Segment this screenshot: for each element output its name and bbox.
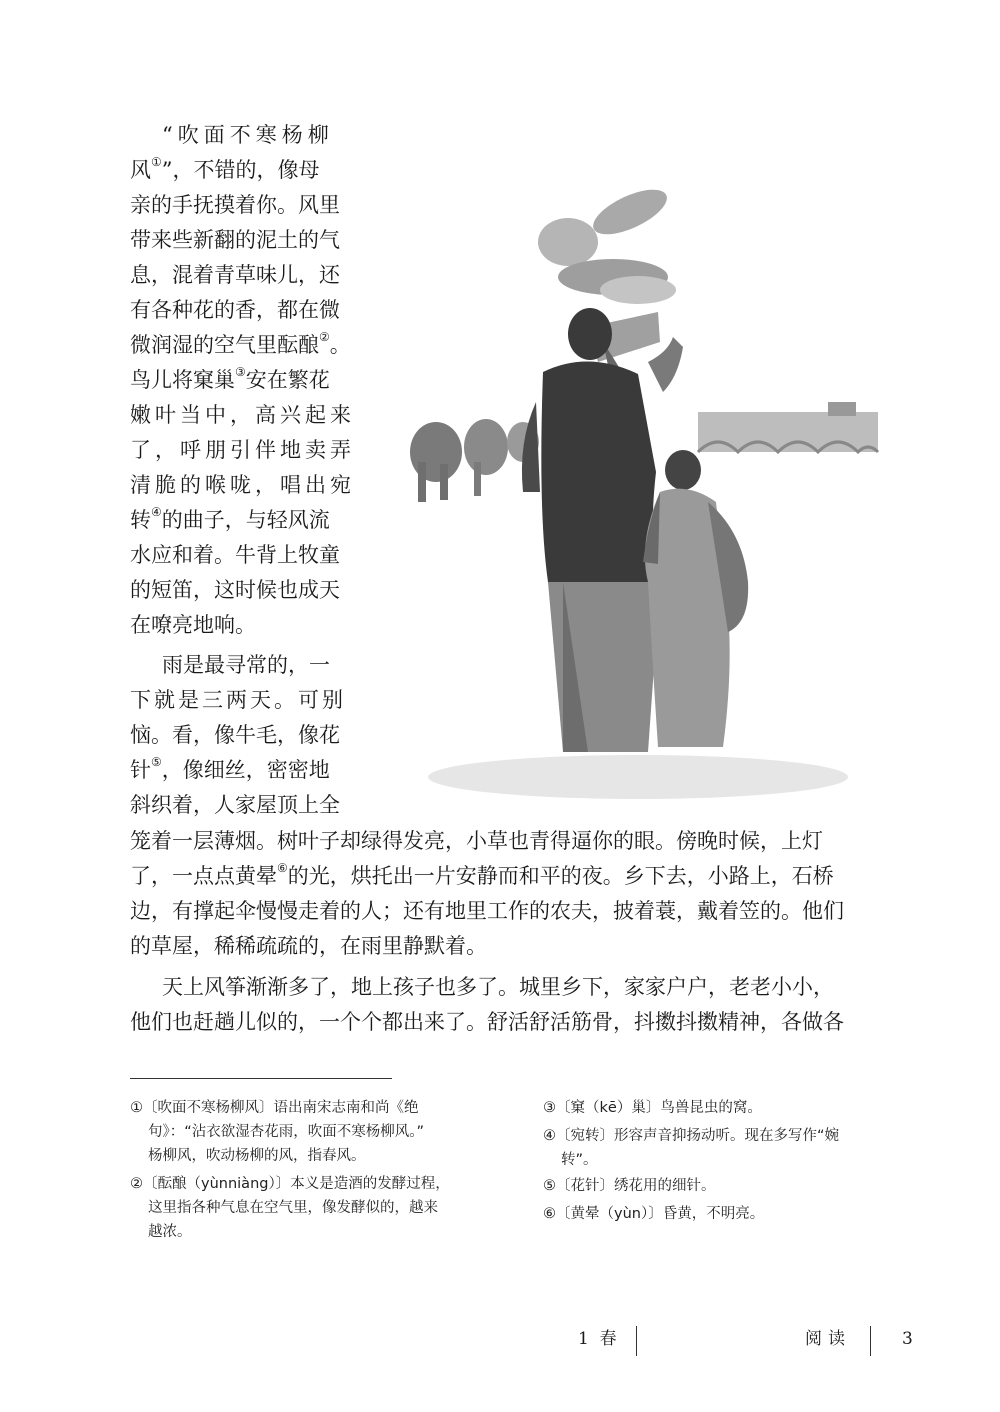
text-line: “吹面不寒杨柳 [162,123,334,147]
text-line: 他们也赶趟儿似的，一个个都出来了。舒活舒活筋骨，抖擞抖擞精神，各做各 [130,1010,844,1034]
footnote-line: 杨柳风，吹动杨柳的风，指春风。 [148,1148,366,1164]
footnote-2 [130,1172,450,1244]
ground-wash [428,755,848,799]
footnote-line: ①〔吹面不寒杨柳风〕语出南宋志南和尚《绝 [130,1100,419,1116]
text-line: 清脆的喉咙，唱出宛 [130,473,355,497]
footer-divider [636,1326,637,1356]
text-line: 的短笛，这时候也成天 [130,578,340,602]
text-line: 恼。看，像牛毛，像花 [130,723,340,747]
footnote-marker: ③ [235,365,246,379]
page-number: 3 [902,1329,913,1349]
text-line: 斜织着，人家屋顶上全 [130,793,340,817]
section-label: 阅读 [805,1329,851,1349]
footnote-marker: ② [319,330,330,344]
footnote-4 [543,1124,839,1172]
footnote-line: 这里指各种气息在空气里，像发酵似的，越来 [148,1200,438,1216]
footnote-1 [130,1096,424,1168]
footer-divider [870,1326,871,1356]
text-line: 风①”，不错的，像母 [130,155,320,182]
text-line: 微润湿的空气里酝酿②。 [130,330,351,357]
text-line: 息，混着青草味儿，还 [130,263,340,287]
text-line: 的草屋，稀稀疏疏的，在雨里静默着。 [130,934,487,958]
text-line: 针⑤，像细丝，密密地 [130,755,330,782]
footnote-6 [543,1202,764,1226]
bridge-shape [698,402,878,452]
text-line: 了，呼朋引伴地卖弄 [130,438,355,462]
text-line: 笼着一层薄烟。树叶子却绿得发亮，小草也青得逼你的眼。傍晚时候，上灯 [130,829,823,853]
text-line: 雨是最寻常的，一 [162,653,330,677]
text-line: 亲的手抚摸着你。风里 [130,193,340,217]
footnote-line: ③〔窠（kē）巢〕鸟兽昆虫的窝。 [543,1100,762,1116]
child-figure [643,450,748,747]
text-line: 水应和着。牛背上牧童 [130,543,340,567]
lesson-label: 1 春 [578,1329,617,1349]
footnote-marker: ⑤ [151,755,162,769]
footnote-5 [543,1174,716,1198]
footnote-line: ⑥〔黄晕（yùn）〕昏黄，不明亮。 [543,1206,765,1222]
footnote-marker: ④ [151,505,162,519]
text-line: 天上风筝渐渐多了，地上孩子也多了。城里乡下，家家户户，老老小小， [162,975,834,999]
footnote-line: 句》：“沾衣欲湿杏花雨，吹面不寒杨柳风。” [148,1124,425,1140]
text-line: 了，一点点黄晕⑥的光，烘托出一片安静而和平的夜。乡下去，小路上，石桥 [130,861,834,888]
footnote-3 [543,1096,762,1120]
footnote-line: ④〔宛转〕形容声音抑扬动听。现在多写作“婉 [543,1128,840,1144]
footnote-marker: ⑥ [277,861,288,875]
footnote-divider [130,1078,392,1079]
text-line: 边，有撑起伞慢慢走着的人；还有地里工作的农夫，披着蓑，戴着笠的。他们 [130,899,844,923]
text-line: 鸟儿将窠巢③安在繁花 [130,365,330,392]
text-line: 在嘹亮地响。 [130,613,256,637]
text-line: 嫩叶当中，高兴起来 [130,403,355,427]
footnote-line: ②〔酝酿（yùnniàng）〕本义是造酒的发酵过程， [130,1176,450,1192]
text-line: 带来些新翻的泥土的气 [130,228,340,252]
footnote-line: ⑤〔花针〕绣花用的细针。 [543,1178,716,1194]
footnote-marker: ① [151,155,162,169]
oxen-shape [410,419,539,502]
footnote-line: 越浓。 [148,1224,192,1240]
footnote-line: 转”。 [561,1152,598,1168]
text-line: 下就是三两天。可别 [130,688,346,712]
text-line: 有各种花的香，都在微 [130,298,340,322]
ink-wash-illustration [398,112,898,802]
text-line: 转④的曲子，与轻风流 [130,505,330,532]
